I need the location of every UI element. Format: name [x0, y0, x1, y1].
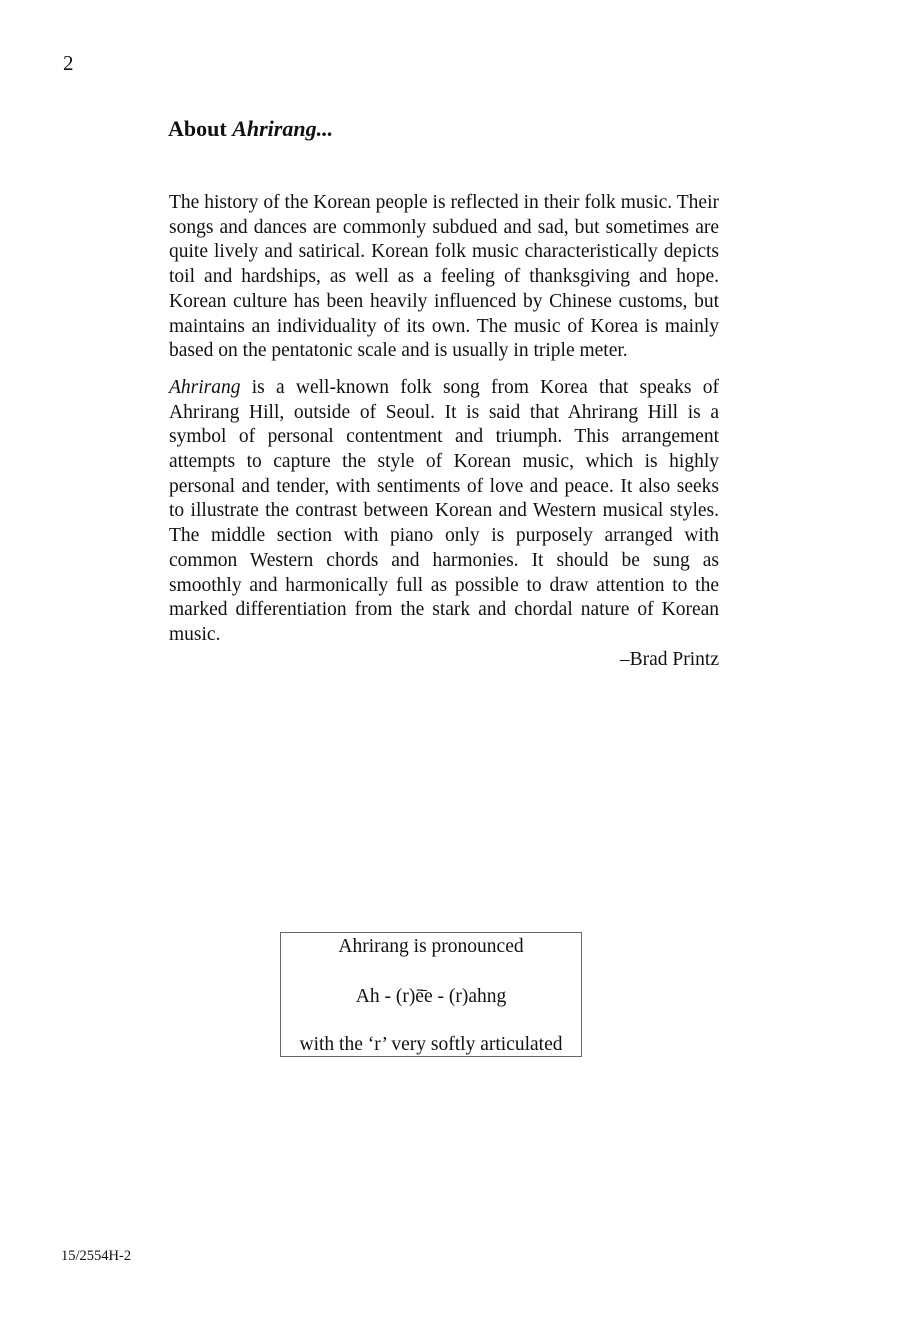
title-italic: Ahrirang... [232, 116, 334, 141]
song-title-italic: Ahrirang [169, 376, 241, 398]
page-number: 2 [63, 51, 74, 75]
title-prefix: About [168, 116, 233, 141]
paragraph-history: The history of the Korean people is reflected in their folk music. Their songs and dances are commonly subdued and sad, but sometimes are quite lively and satirical. Korean folk music characteristically depicts toil and hardships, as well as a feeling of thanksgiving and hope. Korean culture has been heavily influenced by Chinese customs, but maintains an individuality of its own. The music of Korea is mainly based on the pentatonic scale and is usually in triple meter. [169, 192, 719, 362]
paragraph-ahrirang-text: is a well-known folk song from Korea that speaks of Ahrirang Hill, outside of Seoul. It is said that Ahrirang Hill is a symbol of personal contentment and triumph. This arrangement attempts to capture the style of Korean music, which is highly personal and tender, with sentiments of love and peace. It also seeks to illustrate the contrast between Korean and Western musical styles. The middle section with piano only is purposely arranged with common Western chords and harmonies. It should be sung as smoothly and harmonically full as possible to draw attention to the marked differentiation from the stark and chordal nature of Korean music. [169, 376, 719, 645]
author-signature: –Brad Printz [619, 648, 719, 670]
pronunciation-box [280, 932, 582, 1057]
footer-catalog-code: 15/2554H-2 [61, 1248, 132, 1264]
pronunciation-intro: Ahrirang is pronounced [338, 936, 524, 957]
paragraph-ahrirang [169, 376, 719, 648]
page-title [168, 114, 333, 144]
body-text [169, 191, 719, 672]
pronunciation-guide: Ah - (r)ē̄e - (r)ahng [355, 986, 507, 1007]
pronunciation-note: with the ‘r’ very softly articulated [299, 1034, 563, 1055]
